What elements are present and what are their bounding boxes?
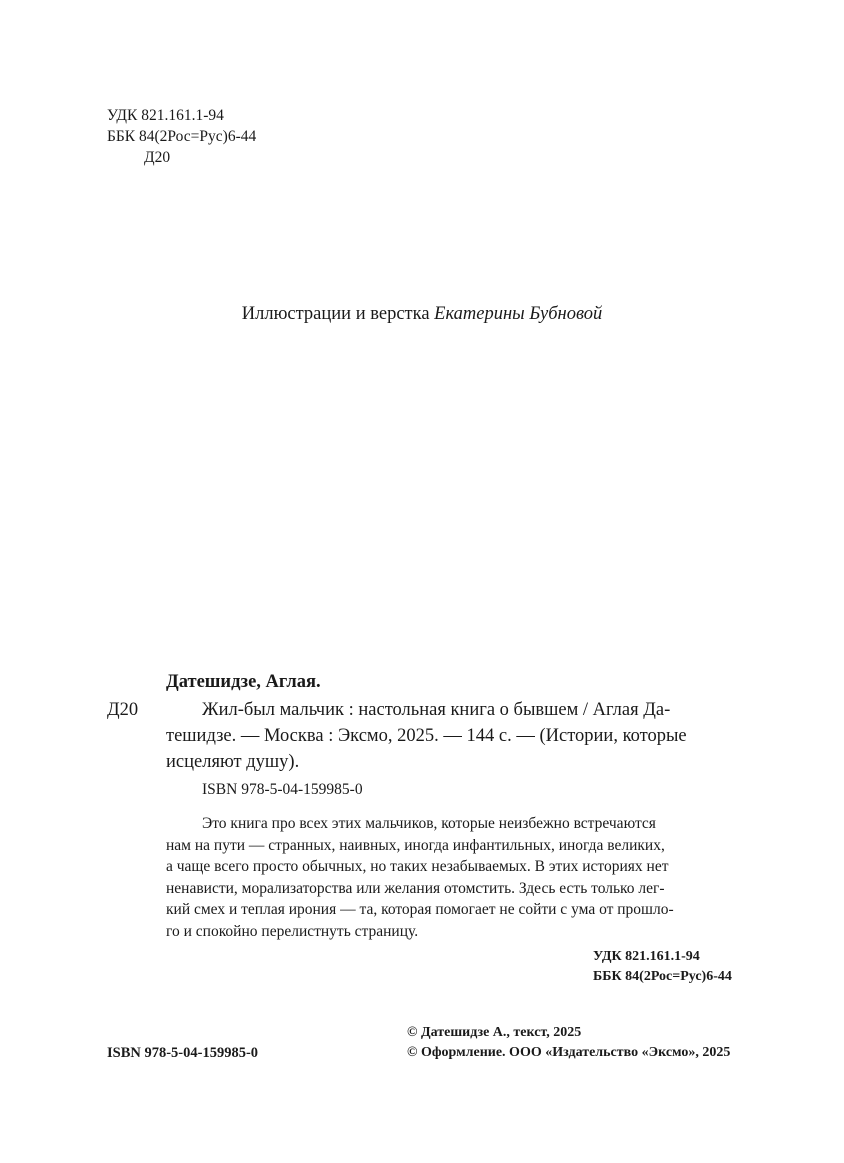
catalog-entry-line: исцеляют душу).	[166, 752, 300, 772]
abstract-line: нам на пути — странных, наивных, иногда инфантильных, иногда великих,	[166, 836, 665, 854]
header-udk: УДК 821.161.1-94	[107, 107, 224, 124]
abstract-line: а чаще всего просто обычных, но таких незабываемых. В этих историях нет	[166, 858, 669, 875]
credit-prefix: Иллюстрации и верстка	[241, 304, 430, 324]
abstract-line: го и спокойно перелистнуть страницу.	[166, 922, 419, 940]
catalog-entry-line: Жил-был мальчик : настольная книга о бывшем / Аглая Да-	[202, 700, 671, 720]
catalog-abstract	[166, 813, 742, 942]
catalog-author-mark: Д20	[107, 700, 139, 720]
footer-isbn: ISBN 978-5-04-159985-0	[107, 1045, 259, 1061]
abstract-line: кий смех и теплая ирония — та, которая помогает не сойти с ума от прошло-	[166, 901, 674, 918]
header-author-mark: Д20	[144, 149, 171, 166]
footer-copyright-design: © Оформление. ООО «Издательство «Эксмо», 2025	[407, 1045, 731, 1060]
catalog-entry-line: тешидзе. — Москва : Эксмо, 2025. — 144 с. — (Истории, которые	[166, 726, 687, 746]
catalog-author-heading: Датешидзе, Аглая.	[166, 672, 321, 692]
header-bbk: ББК 84(2Рос=Рус)6-44	[107, 128, 257, 145]
catalog-entry	[166, 697, 738, 775]
credit-name: Екатерины Бубновой	[434, 304, 603, 324]
catalog-bbk: ББК 84(2Рос=Рус)6-44	[593, 969, 732, 984]
footer-copyright-text: © Датешидзе А., текст, 2025	[407, 1025, 582, 1040]
abstract-line: ненависти, морализаторства или желания отомстить. Здесь есть только лег-	[166, 879, 665, 897]
catalog-udk: УДК 821.161.1-94	[593, 949, 700, 964]
catalog-isbn: ISBN 978-5-04-159985-0	[202, 781, 363, 798]
abstract-line: Это книга про всех этих мальчиков, которые неизбежно встречаются	[202, 815, 656, 832]
illustration-credit	[0, 304, 844, 325]
